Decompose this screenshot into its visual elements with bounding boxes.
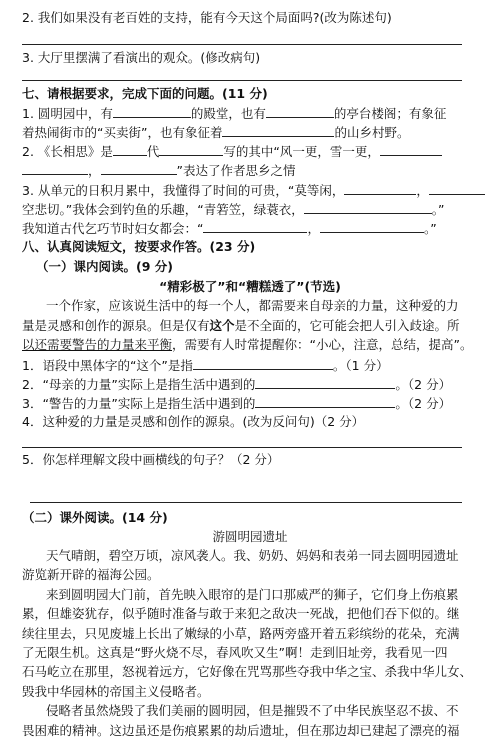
text: 。” [431,202,445,217]
text: 2. 《长相思》是 [22,144,113,159]
r1-q5: 5．你怎样理解文段中画横线的句子？（2 分） [22,452,280,467]
passage-1-title: “精彩极了”和“糟糕透了”(节选) [159,279,341,294]
text: 着热闹街市的“买卖街”，也有象征着 [22,125,223,140]
text: 空悲切。”我体会到钓鱼的乐趣，“青箬笠，绿蓑衣， [22,202,304,217]
text: 的殿堂，也有 [190,106,266,121]
s7-q2-line1 [22,143,492,160]
blank [22,162,88,175]
part-2-title: （二）课外阅读。(14 分) [22,510,168,525]
passage-2-title: 游圆明园遗址 [212,529,288,544]
p2-line7: 石马屹立在那里，怒视着远方，它好像在咒骂那些夺我中华之宝、杀我中华儿女、 [22,664,473,679]
text: 3. 从单元的日积月累中，我懂得了时间的可贵，“莫等闲， [22,183,345,198]
p1-line3 [22,337,492,353]
p2-line1: 天气晴朗，碧空万顷，凉风袭人。我、奶奶、妈妈和表弟一同去圆明园遗址 [46,548,459,563]
blank [429,182,485,195]
text: 1. 圆明园中，有 [22,106,113,121]
underlined-sentence: 以还需要警告的力量来平衡 [22,337,173,352]
text: 写的其中“风一更，雪一更， [223,144,380,159]
text: 是不全面的，它可能会把人引入歧途。所 [234,318,460,333]
question-2: 2. 我们如果没有老百姓的支持，能有今天这个局面吗?(改为陈述句) [22,10,392,25]
blank [113,105,191,118]
text: 3．“警告的力量”实际上是指生活中遇到的 [22,396,256,411]
p2-line9: 侵略者虽然烧毁了我们美丽的圆明园，但是摧毁不了中华民族坚忍不拔、不 [46,703,459,718]
answer-line [22,447,462,448]
text: 。（2 分） [395,377,452,392]
blank [203,220,307,233]
p2-line3: 来到圆明园大门前，首先映入眼帘的是门口那威严的狮子，它们身上伤痕累 [46,587,459,602]
blank [113,143,147,156]
text: ， [307,221,320,236]
s7-q1-line2 [22,124,492,141]
s7-q3-line3 [22,220,492,237]
text: 。（1 分） [332,358,389,373]
section-7-title: 七、请根据要求，完成下面的问题。(11 分) [22,86,268,101]
r1-q2 [22,376,492,393]
blank [344,182,416,195]
p2-line5: 续往里去，只见废墟上长出了嫩绿的小草，路两旁盛开着五彩缤纷的花朵，充满 [22,626,460,641]
r1-q3 [22,395,492,412]
text: 。（2 分） [395,396,452,411]
question-3: 3. 大厅里摆满了看演出的观众。(修改病句) [22,50,261,65]
p2-line10: 畏困难的精神。这边虽还是伤痕累累的劫后遗址，但在那边却已建起了漂亮的福 [22,723,460,738]
blank [304,201,432,214]
s7-q3-line2 [22,201,492,218]
p2-line8: 毁我中华园林的帝国主义侵略者。 [22,684,210,699]
blank [255,376,395,389]
text: 2．“母亲的力量”实际上是指生活中遇到的 [22,377,256,392]
text: 的山乡村野。 [334,125,410,140]
text: 的亭台楼阁；有象征 [333,106,447,121]
text: ”表达了作者思乡之情 [176,163,296,178]
text: ， [416,183,429,198]
p2-line4: 累，但雄姿犹存，似乎随时准备与敢于来犯之敌决一死战，把他们吞下似的。继 [22,606,460,621]
answer-line [30,502,462,503]
bold-term: 这个 [209,318,235,333]
text: ，需要有人时常提醒你：“小心，注意，总结，提高”。 [172,337,473,352]
blank [193,357,333,370]
p2-line6: 了无限生机。这真是“野火烧不尽，春风吹又生”啊！走到旧址旁，我看见一四 [22,645,448,660]
blank [380,143,442,156]
text: 1．语段中黑体字的“这个”是指 [22,358,193,373]
text: 我知道古代乞巧节时妇女都会：“ [22,221,204,236]
r1-q1 [22,357,492,374]
part-1-title: （一）课内阅读。(9 分) [36,259,173,274]
blank [266,105,334,118]
blank [222,124,334,137]
text: 代 [146,144,160,159]
p2-line2: 游览新开辟的福海公园。 [22,567,160,582]
answer-line [22,80,462,81]
text: ， [88,163,101,178]
p1-line1: 一个作家，应该说生活中的每一个人，都需要来自母亲的力量，这种爱的力 [46,298,459,313]
answer-line [22,44,462,45]
blank [255,395,395,408]
section-8-title: 八、认真阅读短文，按要求作答。(23 分) [22,239,256,254]
s7-q1-line1 [22,105,492,122]
s7-q2-line2 [22,162,492,179]
blank [159,143,223,156]
blank [320,220,424,233]
r1-q4: 4．这种爱的力量是灵感和创作的源泉。(改为反问句)（2 分） [22,414,365,429]
blank [101,162,177,175]
text: 。” [424,221,437,236]
p1-line2 [22,318,492,334]
text: 量是灵感和创作的源泉。但是仅有 [22,318,210,333]
s7-q3-line1 [22,182,492,199]
